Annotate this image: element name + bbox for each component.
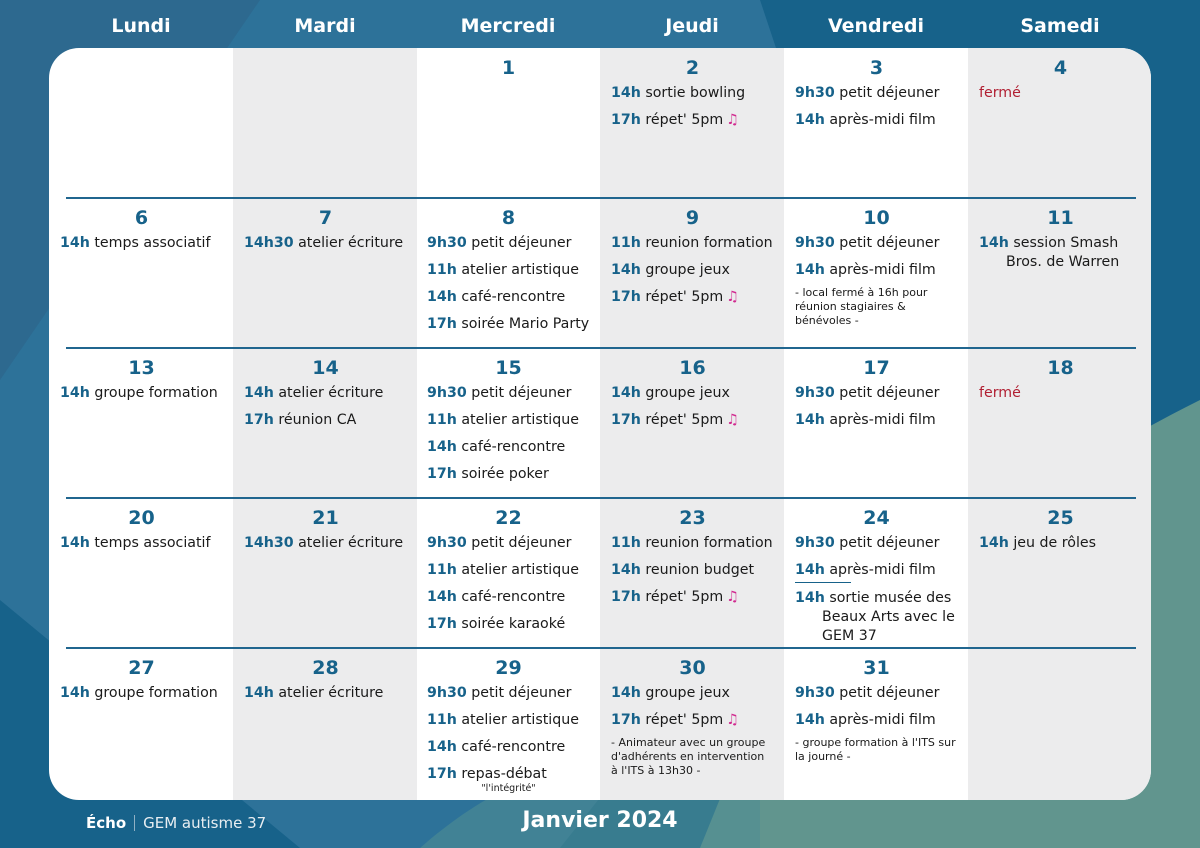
event-label: groupe jeux	[645, 685, 730, 701]
event-label: atelier écriture	[298, 535, 404, 551]
event-time: 14h	[244, 385, 274, 401]
day-cell[interactable]	[600, 648, 784, 798]
day-number: 7	[318, 207, 333, 229]
day-header-3: Jeudi	[665, 15, 719, 37]
day-number: 20	[128, 507, 155, 529]
event	[244, 534, 407, 553]
event	[795, 84, 958, 103]
event-time: 14h	[427, 289, 457, 305]
day-cell[interactable]	[416, 48, 600, 198]
closed-label: fermé	[979, 385, 1021, 401]
event	[611, 711, 774, 730]
event-subtitle: "l'intégrité"	[481, 783, 536, 794]
day-number: 10	[863, 207, 890, 229]
event-time: 14h	[795, 562, 825, 578]
event	[427, 561, 590, 580]
week-separator	[66, 497, 1136, 499]
week-separator	[66, 197, 1136, 199]
day-cell[interactable]	[416, 198, 600, 348]
day-cell[interactable]	[233, 498, 417, 648]
event-time: 14h	[427, 589, 457, 605]
event-label: jeu de rôles	[1013, 535, 1097, 551]
event	[427, 684, 590, 703]
day-cell[interactable]	[600, 498, 784, 648]
event-label: reunion formation	[645, 235, 773, 251]
month-title: Janvier 2024	[522, 808, 678, 833]
event	[427, 411, 590, 430]
day-number	[60, 56, 223, 84]
day-cell[interactable]	[968, 648, 1151, 798]
event	[244, 684, 407, 703]
event-label: répet' 5pm	[645, 589, 724, 605]
day-cell[interactable]	[968, 498, 1151, 648]
day-number: 31	[863, 657, 890, 679]
event-time: 14h	[60, 535, 90, 551]
day-cell[interactable]	[416, 348, 600, 498]
event-label: repas-débat	[461, 766, 547, 782]
music-note-icon: ♫	[726, 289, 739, 305]
day-number: 1	[501, 57, 516, 79]
event-time: 17h	[427, 616, 457, 632]
day-cell[interactable]	[416, 648, 600, 798]
event-label: groupe formation	[94, 385, 218, 401]
event	[795, 234, 958, 253]
day-number: 11	[1047, 207, 1074, 229]
event-label: reunion budget	[645, 562, 755, 578]
day-number: 15	[495, 357, 522, 379]
day-header-1: Mardi	[294, 15, 356, 37]
music-note-icon: ♫	[726, 112, 739, 128]
event	[795, 384, 958, 403]
event-label: atelier artistique	[461, 712, 579, 728]
event-label: petit déjeuner	[839, 235, 940, 251]
event	[427, 261, 590, 280]
event-label: temps associatif	[94, 535, 211, 551]
event-label: après-midi film	[829, 262, 936, 278]
event	[795, 261, 958, 280]
event	[60, 534, 223, 553]
day-cell[interactable]	[49, 498, 233, 648]
event-label: atelier écriture	[278, 685, 384, 701]
event-label: atelier écriture	[298, 235, 404, 251]
day-number: 8	[501, 207, 516, 229]
event	[427, 615, 590, 634]
event	[244, 234, 407, 253]
event-time: 14h	[979, 235, 1009, 251]
day-cell[interactable]	[233, 348, 417, 498]
event-label: groupe jeux	[645, 262, 730, 278]
event-time: 9h30	[795, 685, 835, 701]
day-number: 27	[128, 657, 155, 679]
event-time: 14h	[795, 712, 825, 728]
event-label: soirée karaoké	[461, 616, 566, 632]
event-label: session Smash Bros. de Warren	[1006, 235, 1120, 270]
event-time: 14h	[427, 439, 457, 455]
brand-org: GEM autisme 37	[143, 814, 267, 832]
event-time: 17h	[611, 589, 641, 605]
event	[979, 234, 1142, 272]
day-number	[979, 656, 1142, 684]
day-header-2: Mercredi	[460, 15, 556, 37]
event	[611, 534, 774, 553]
day-cell[interactable]	[784, 648, 968, 798]
event-time: 9h30	[427, 685, 467, 701]
event	[795, 111, 958, 130]
event-label: petit déjeuner	[839, 685, 940, 701]
event-time: 11h	[611, 535, 641, 551]
event	[795, 711, 958, 730]
event-time: 14h	[795, 112, 825, 128]
event-label: après-midi film	[829, 412, 936, 428]
event	[611, 588, 774, 607]
event-time: 14h	[795, 412, 825, 428]
event-time: 9h30	[795, 535, 835, 551]
event-time: 11h	[427, 262, 457, 278]
event	[611, 684, 774, 703]
event-time: 14h	[611, 685, 641, 701]
day-number: 22	[495, 507, 522, 529]
event-label: répet' 5pm	[645, 712, 724, 728]
event-time: 17h	[427, 316, 457, 332]
event	[795, 534, 958, 553]
event-divider	[795, 582, 851, 583]
event-label: atelier artistique	[461, 262, 579, 278]
event-label: petit déjeuner	[471, 535, 572, 551]
day-cell[interactable]	[968, 348, 1151, 498]
day-header-4: Vendredi	[827, 15, 925, 37]
day-number: 30	[679, 657, 706, 679]
day-number: 25	[1047, 507, 1074, 529]
day-number: 24	[863, 507, 890, 529]
event	[795, 561, 958, 580]
event-time: 17h	[611, 412, 641, 428]
event-time: 9h30	[795, 85, 835, 101]
day-number: 16	[679, 357, 706, 379]
event-time: 14h	[244, 685, 274, 701]
day-number: 14	[312, 357, 339, 379]
event-label: atelier artistique	[461, 562, 579, 578]
day-cell[interactable]	[416, 498, 600, 648]
day-number: 3	[869, 57, 884, 79]
event-label: sortie musée des Beaux Arts avec le GEM 37	[822, 590, 955, 644]
event-time: 14h30	[244, 235, 294, 251]
day-cell[interactable]	[49, 48, 233, 198]
event	[427, 711, 590, 730]
event	[611, 288, 774, 307]
day-number: 4	[1053, 57, 1068, 79]
event-time: 14h	[795, 262, 825, 278]
event-time: 14h	[611, 85, 641, 101]
event	[427, 315, 590, 334]
event-time: 11h	[611, 235, 641, 251]
event	[611, 384, 774, 403]
event	[611, 561, 774, 580]
day-note: - Animateur avec un groupe d'adhérents en intervention à l'ITS à 13h30 -	[611, 736, 766, 777]
event	[611, 84, 774, 103]
event-label: atelier écriture	[278, 385, 384, 401]
event	[611, 234, 774, 253]
event-time: 17h	[611, 112, 641, 128]
day-note: - local fermé à 16h pour réunion stagiaires & bénévoles -	[795, 286, 928, 327]
event	[611, 111, 774, 130]
closed-label: fermé	[979, 85, 1021, 101]
day-number: 18	[1047, 357, 1074, 379]
event	[427, 288, 590, 307]
event-label: café-rencontre	[461, 739, 566, 755]
event	[427, 738, 590, 757]
day-cell[interactable]	[233, 198, 417, 348]
day-note: - groupe formation à l'ITS sur la journé -	[795, 736, 956, 763]
event-time: 17h	[427, 766, 457, 782]
day-header-0: Lundi	[111, 15, 171, 37]
event-label: après-midi film	[829, 562, 936, 578]
music-note-icon: ♫	[726, 589, 739, 605]
event-label: petit déjeuner	[471, 235, 572, 251]
event-time: 14h	[60, 235, 90, 251]
week-separator	[66, 347, 1136, 349]
event-label: petit déjeuner	[471, 385, 572, 401]
event	[795, 411, 958, 430]
event-label: répet' 5pm	[645, 289, 724, 305]
event-label: temps associatif	[94, 235, 211, 251]
event-label: soirée Mario Party	[461, 316, 590, 332]
day-cell[interactable]	[784, 48, 968, 198]
event-label: café-rencontre	[461, 289, 566, 305]
event-time: 11h	[427, 712, 457, 728]
event-time: 9h30	[795, 235, 835, 251]
day-number	[244, 56, 407, 84]
day-cell[interactable]	[784, 198, 968, 348]
event-label: petit déjeuner	[471, 685, 572, 701]
event-label: répet' 5pm	[645, 112, 724, 128]
event	[795, 589, 958, 646]
event-label: café-rencontre	[461, 439, 566, 455]
day-number: 13	[128, 357, 155, 379]
day-cell[interactable]	[233, 48, 417, 198]
day-cell[interactable]	[49, 198, 233, 348]
event-label: après-midi film	[829, 112, 936, 128]
day-number: 23	[679, 507, 706, 529]
event-time: 14h	[611, 262, 641, 278]
day-header-5: Samedi	[1020, 15, 1100, 37]
event-time: 17h	[611, 289, 641, 305]
event-label: après-midi film	[829, 712, 936, 728]
event-label: petit déjeuner	[839, 85, 940, 101]
event-time: 14h30	[244, 535, 294, 551]
event-time: 17h	[611, 712, 641, 728]
day-number: 9	[685, 207, 700, 229]
day-number: 6	[134, 207, 149, 229]
day-number: 2	[685, 57, 700, 79]
event-time: 17h	[244, 412, 274, 428]
day-number: 28	[312, 657, 339, 679]
event	[611, 261, 774, 280]
event-label: atelier artistique	[461, 412, 579, 428]
week-separator	[66, 647, 1136, 649]
event	[427, 234, 590, 253]
event-label: reunion formation	[645, 535, 773, 551]
event	[244, 384, 407, 403]
event	[427, 588, 590, 607]
event-time: 11h	[427, 562, 457, 578]
event-label: groupe jeux	[645, 385, 730, 401]
day-cell[interactable]	[968, 48, 1151, 198]
event	[60, 684, 223, 703]
day-cell[interactable]	[600, 48, 784, 198]
event	[244, 411, 407, 430]
music-note-icon: ♫	[726, 712, 739, 728]
day-cell[interactable]	[784, 498, 968, 648]
event-label: petit déjeuner	[839, 535, 940, 551]
event-label: sortie bowling	[645, 85, 746, 101]
event	[427, 384, 590, 403]
event-time: 14h	[979, 535, 1009, 551]
event-time: 14h	[795, 590, 825, 606]
event-label: réunion CA	[278, 412, 357, 428]
day-cell[interactable]	[49, 648, 233, 798]
event-label: répet' 5pm	[645, 412, 724, 428]
event	[795, 684, 958, 703]
event-time: 17h	[427, 466, 457, 482]
calendar-card	[49, 48, 1151, 800]
event	[60, 384, 223, 403]
event-time: 9h30	[795, 385, 835, 401]
event	[60, 234, 223, 253]
day-cell[interactable]	[49, 348, 233, 498]
day-number: 17	[863, 357, 890, 379]
event	[611, 411, 774, 430]
event	[427, 765, 590, 784]
event	[427, 465, 590, 484]
event	[427, 438, 590, 457]
event-label: petit déjeuner	[839, 385, 940, 401]
event-time: 9h30	[427, 535, 467, 551]
event-label: café-rencontre	[461, 589, 566, 605]
day-cell[interactable]	[233, 648, 417, 798]
event	[979, 534, 1142, 553]
event-time: 9h30	[427, 235, 467, 251]
event-time: 14h	[60, 385, 90, 401]
day-cell[interactable]	[600, 198, 784, 348]
day-cell[interactable]	[784, 348, 968, 498]
music-note-icon: ♫	[726, 412, 739, 428]
brand-name: Écho	[86, 814, 127, 832]
event-time: 14h	[611, 562, 641, 578]
day-number: 29	[495, 657, 522, 679]
day-cell[interactable]	[968, 198, 1151, 348]
day-cell[interactable]	[600, 348, 784, 498]
event-time: 11h	[427, 412, 457, 428]
event-time: 9h30	[427, 385, 467, 401]
event	[427, 534, 590, 553]
day-number: 21	[312, 507, 339, 529]
event-label: groupe formation	[94, 685, 218, 701]
event-label: soirée poker	[461, 466, 549, 482]
event-time: 14h	[427, 739, 457, 755]
event-time: 14h	[611, 385, 641, 401]
event-time: 14h	[60, 685, 90, 701]
